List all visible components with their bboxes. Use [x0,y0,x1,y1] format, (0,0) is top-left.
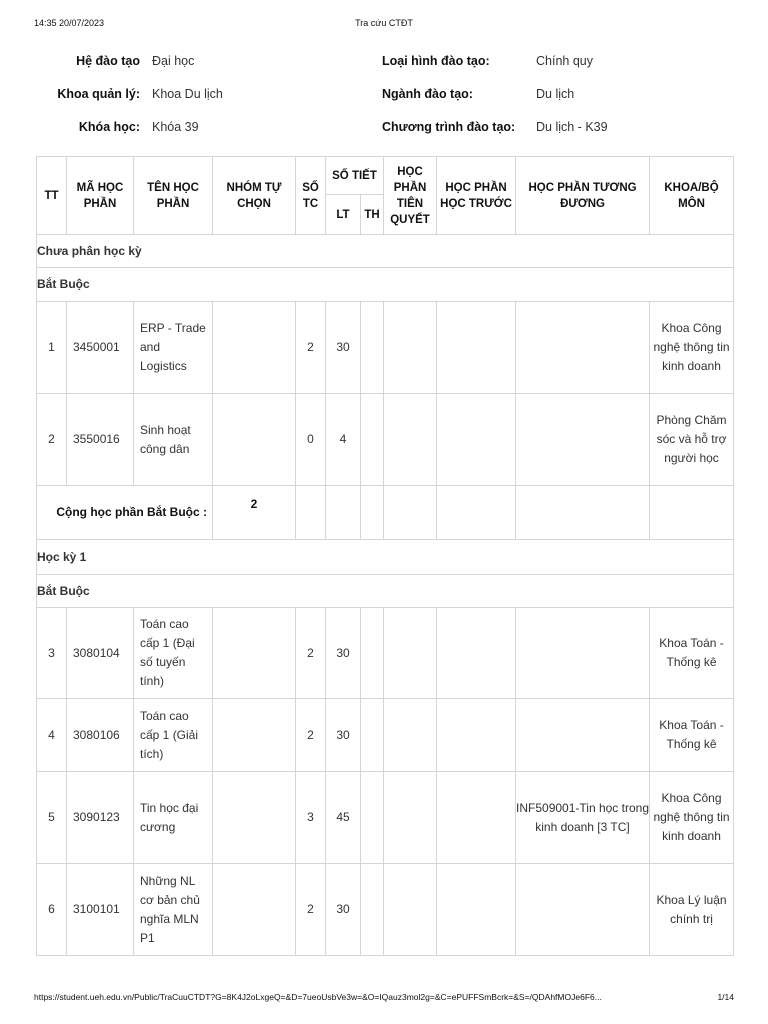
cell-lt: 30 [326,608,361,699]
cell-ten: ERP - Trade and Logistics [134,302,213,394]
cell-tuong-duong [516,608,650,699]
cell-th [361,699,384,772]
group-title: Bắt Buộc [37,268,734,302]
col-ma-header: MÃ HỌC PHẦN [67,157,134,235]
nganh-value: Du lịch [536,87,575,101]
cell-ten: Những NL cơ bản chủ nghĩa MLN P1 [134,864,213,956]
section-row [37,235,734,268]
cell-tc: 2 [296,302,326,394]
empty-cell [296,486,326,540]
cell-lt: 30 [326,302,361,394]
cell-khoa: Khoa Lý luận chính trị [650,864,734,956]
cell-tien-quyet [384,772,437,864]
cell-th [361,772,384,864]
cell-hoc-truoc [437,394,516,486]
cell-tt: 5 [37,772,67,864]
loai-hinh-label: Loại hình đào tạo: [382,54,490,68]
chuong-trinh-value: Du lịch - K39 [536,120,608,134]
cell-khoa: Khoa Công nghệ thông tin kinh doanh [650,772,734,864]
col-so-tc-header: SỐ TC [296,157,326,235]
print-title: Tra cứu CTĐT [355,18,413,28]
col-lt-header: LT [326,195,361,235]
cell-ten: Toán cao cấp 1 (Đại số tuyến tính) [134,608,213,699]
table-row [37,772,734,864]
cell-tt: 4 [37,699,67,772]
cell-khoa: Khoa Toán - Thống kê [650,699,734,772]
col-tt-header: TT [37,157,67,235]
cell-ma: 3090123 [67,772,134,864]
cell-tt: 1 [37,302,67,394]
cell-nhom [213,772,296,864]
cell-nhom [213,302,296,394]
col-tuong-duong-header: HỌC PHẦN TƯƠNG ĐƯƠNG [516,157,650,235]
print-timestamp: 14:35 20/07/2023 [34,18,105,28]
curriculum-table [36,156,734,956]
cell-ten: Tin học đại cương [134,772,213,864]
group-row [37,575,734,608]
chuong-trinh-label: Chương trình đào tạo: [382,120,516,134]
page-number: 1/14 [717,992,734,1002]
header-row [37,157,734,195]
empty-cell [361,486,384,540]
info-row-3 [36,120,736,138]
page-url: https://student.ueh.edu.vn/Public/TraCuuCTDT?G=8K4J2oLxgeQ=&D=7ueoUsbVe3w=&O=IQauz3mol2g=&C=ePUFFSmBcrk=&S=/QDAhfMOJe6F6... [34,992,602,1002]
cell-tien-quyet [384,302,437,394]
cell-lt: 45 [326,772,361,864]
cell-khoa: Khoa Công nghệ thông tin kinh doanh [650,302,734,394]
cell-tien-quyet [384,864,437,956]
cell-tien-quyet [384,394,437,486]
cell-tuong-duong [516,302,650,394]
cell-nhom [213,699,296,772]
cell-th [361,302,384,394]
cell-lt: 30 [326,699,361,772]
group-title: Bắt Buộc [37,575,734,608]
cell-ma: 3080104 [67,608,134,699]
empty-cell [326,486,361,540]
col-nhom-header: NHÓM TỰ CHỌN [213,157,296,235]
cell-tt: 3 [37,608,67,699]
cell-ma: 3550016 [67,394,134,486]
total-row [37,486,734,540]
cell-lt: 30 [326,864,361,956]
section-row [37,540,734,575]
section-title: Chưa phân học kỳ [37,235,734,268]
total-value: 2 [213,486,296,540]
he-dao-tao-label: Hệ đào tạo [76,54,140,68]
cell-tc: 2 [296,699,326,772]
khoa-quan-ly-value: Khoa Du lịch [152,87,223,101]
cell-hoc-truoc [437,608,516,699]
info-row-1 [36,54,736,72]
cell-nhom [213,608,296,699]
cell-hoc-truoc [437,864,516,956]
cell-tc: 2 [296,608,326,699]
table-row [37,608,734,699]
cell-th [361,864,384,956]
col-hoc-truoc-header: HỌC PHẦN HỌC TRƯỚC [437,157,516,235]
cell-tuong-duong [516,699,650,772]
cell-nhom [213,394,296,486]
loai-hinh-value: Chính quy [536,54,593,68]
cell-hoc-truoc [437,699,516,772]
cell-hoc-truoc [437,772,516,864]
cell-tt: 2 [37,394,67,486]
table-row [37,394,734,486]
khoa-hoc-value: Khóa 39 [152,120,199,134]
cell-hoc-truoc [437,302,516,394]
table-row [37,864,734,956]
cell-nhom [213,864,296,956]
cell-tt: 6 [37,864,67,956]
khoa-hoc-label: Khóa học: [78,120,140,134]
cell-tuong-duong: INF509001-Tin học trong kinh doanh [3 TC] [516,772,650,864]
cell-lt: 4 [326,394,361,486]
total-label: Cộng học phần Bắt Buộc : [37,486,213,540]
cell-tc: 0 [296,394,326,486]
he-dao-tao-value: Đại học [152,54,195,68]
print-header [34,18,734,32]
cell-tien-quyet [384,699,437,772]
col-th-header: TH [361,195,384,235]
cell-tien-quyet [384,608,437,699]
col-ten-header: TÊN HỌC PHẦN [134,157,213,235]
print-footer [34,992,734,1004]
group-row [37,268,734,302]
cell-ma: 3450001 [67,302,134,394]
cell-th [361,608,384,699]
empty-cell [650,486,734,540]
cell-tuong-duong [516,394,650,486]
cell-tuong-duong [516,864,650,956]
table-row [37,699,734,772]
cell-khoa: Phòng Chăm sóc và hỗ trợ người học [650,394,734,486]
cell-ten: Toán cao cấp 1 (Giải tích) [134,699,213,772]
cell-ma: 3080106 [67,699,134,772]
cell-th [361,394,384,486]
empty-cell [437,486,516,540]
cell-khoa: Khoa Toán - Thống kê [650,608,734,699]
nganh-label: Ngành đào tạo: [382,87,473,101]
table-row [37,302,734,394]
empty-cell [384,486,437,540]
col-khoa-header: KHOA/BỘ MÔN [650,157,734,235]
info-row-2 [36,87,736,105]
cell-tc: 2 [296,864,326,956]
cell-tc: 3 [296,772,326,864]
section-title: Học kỳ 1 [37,540,734,575]
empty-cell [516,486,650,540]
khoa-quan-ly-label: Khoa quản lý: [57,87,140,101]
cell-ten: Sinh hoạt công dân [134,394,213,486]
col-tien-quyet-header: HỌC PHẦN TIÊN QUYẾT [384,157,437,235]
cell-ma: 3100101 [67,864,134,956]
col-so-tiet-header: SỐ TIẾT [326,157,384,195]
